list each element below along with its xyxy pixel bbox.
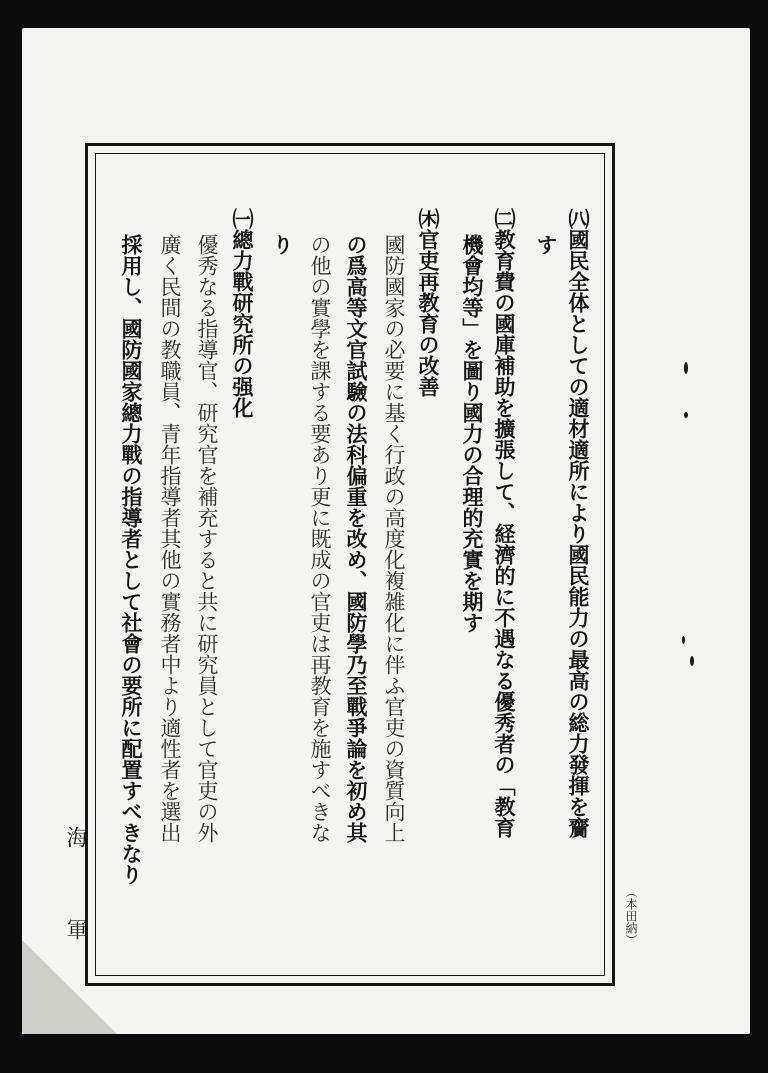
text-column-6: 國防國家の必要に基く行政の高度化複雑化に伴ふ官吏の資質向上 [382, 234, 406, 843]
text-column-10: ㈠總力戰研究所の强化 [230, 208, 255, 418]
ink-spot [684, 412, 688, 418]
text-column-9: り [270, 234, 295, 255]
ink-spot [682, 636, 685, 644]
margin-kanji-top: 海 [63, 826, 88, 848]
text-column-2: す [534, 234, 559, 255]
side-annotation: （本田納） [624, 886, 638, 946]
text-column-7: の爲高等文官試驗の法科偏重を改め、國防學乃至戰爭論を初め其 [344, 234, 369, 843]
text-column-11: 優秀なる指導官、研究官を補充すると共に研究員として官吏の外 [195, 234, 219, 843]
text-column-1: ㈧國民全体としての適材適所により國民能力の最高の総力發揮を齎 [566, 208, 591, 838]
ink-spot [684, 362, 688, 374]
margin-kanji-bottom: 軍 [63, 918, 88, 940]
text-column-5: ㈭官吏再教育の改善 [416, 208, 441, 397]
text-column-12: 廣く民間の教職員、青年指導者其他の實務者中より適性者を選出 [158, 234, 182, 843]
ink-spot [690, 656, 694, 666]
text-column-13: 採用し、國防國家總力戰の指導者として社會の要所に配置すべきなり [119, 234, 144, 885]
text-column-8: の他の實學を課する要あり更に既成の官吏は再教育を施すべきな [308, 234, 332, 843]
text-column-3: ㈡教育費の國庫補助を擴張して、経濟的に不遇なる優秀者の「教育 [492, 208, 517, 838]
text-column-4: 機會均等」を圖り國力の合理的充實を期す [460, 234, 485, 633]
